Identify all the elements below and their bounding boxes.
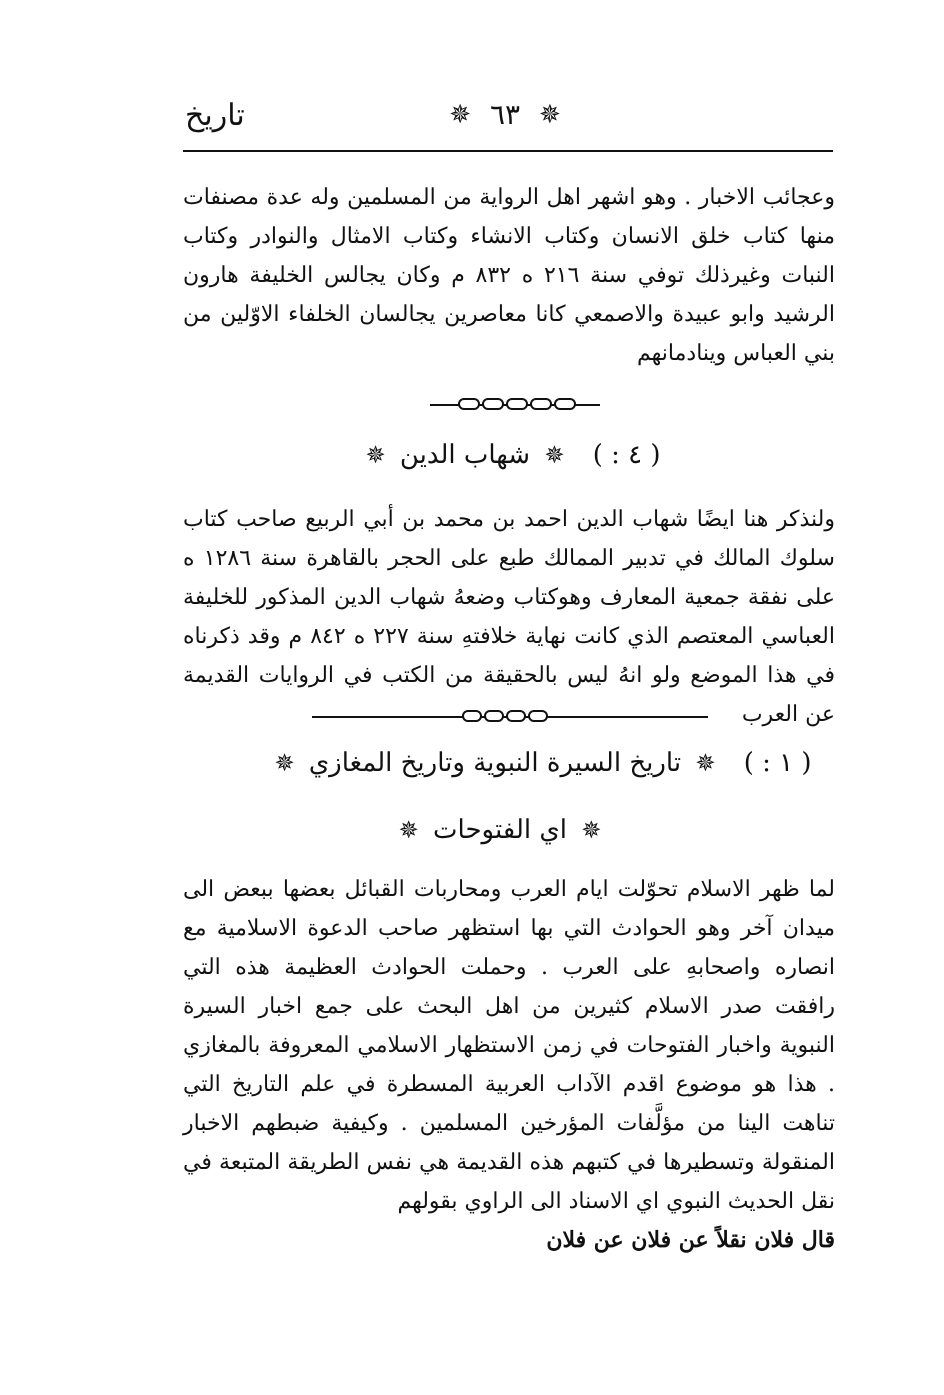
section-number: ( ٤ : )	[592, 440, 661, 470]
page-number-block	[435, 96, 575, 131]
section-title: تاريخ السيرة النبوية وتاريخ المغازي	[308, 748, 682, 778]
ornament-icon: ✵	[449, 99, 472, 130]
divider-knot	[528, 710, 548, 722]
paragraph-2: ولنذكر هنا ايضًا شهاب الدين احمد بن محمد بن أبي الربيع صاحب كتاب سلوك المالك في تدبير الممالك طبع على الحجر بالقاهرة سنة ١٢٨٦ ه على نفقة جمعية المعارف وهوكتاب وضعهُ شهاب الدين المذكور للخليفة العباسي المعتصم الذي كانت نهاية خلافتهِ سنة ٢٢٧ ه ٨٤٢ م وقد ذكرناه في هذا الموضع ولو انهُ ليس بالحقيقة من الكتب في الروايات القديمة عن العرب	[183, 507, 835, 727]
section-number: ( ١ : )	[743, 748, 812, 778]
divider-knot	[506, 398, 528, 410]
ornament-icon: ✵	[365, 441, 386, 469]
divider-knot	[506, 710, 526, 722]
paragraph-3	[183, 870, 835, 1260]
ornament-icon: ✵	[581, 816, 602, 844]
page-number: ٦٣	[489, 98, 521, 131]
section-title: شهاب الدين	[399, 440, 531, 470]
section-divider	[430, 398, 600, 412]
ornament-icon: ✵	[695, 749, 716, 777]
section-divider	[312, 710, 708, 724]
divider-knot	[458, 398, 480, 410]
divider-knot	[554, 398, 576, 410]
paragraph-3-last-line: قال فلان نقلاً عن فلان عن فلان	[546, 1227, 835, 1253]
running-head: تاريخ	[185, 98, 245, 133]
section-heading-2	[240, 748, 840, 778]
ornament-icon: ✵	[274, 749, 295, 777]
ornament-icon: ✵	[544, 441, 565, 469]
page-header	[185, 92, 830, 142]
paragraph-3-text: لما ظهر الاسلام تحوّلت ايام العرب ومحاربات القبائل بعضها ببعض الى ميدان آخر وهو الحوادث التي بها استظهر صاحب الدعوة الاسلامية مع انصاره واصحابهِ على العرب . وحملت الحوادث العظيمة هذه التي رافقت صدر الاسلام كثيرين من اهل البحث على جمع اخبار السيرة النبوية واخبار الفتوحات في زمن الاستظهار الاسلامي المعروفة بالمغازي . هذا هو موضوع اقدم الآداب العربية المسطرة في علم التاريخ التي تناهت الينا من مؤلَّفات المؤرخين المسلمين . وكيفية ضبطهم الاخبار المنقولة وتسطيرها في كتبهم هذه القديمة هي نفس الطريقة المتبعة في نقل الحديث النبوي اي الاسناد الى الراوي بقولهم	[183, 877, 835, 1214]
divider-knot	[484, 710, 504, 722]
divider-knot	[530, 398, 552, 410]
divider-knot	[462, 710, 482, 722]
ornament-icon: ✵	[538, 99, 561, 130]
paragraph-1: وعجائب الاخبار . وهو اشهر اهل الرواية من المسلمين وله عدة مصنفات منها كتاب خلق الانسان وكتاب الانشاء وكتاب الامثال والنوادر وكتاب النبات وغيرذلك توفي سنة ٢١٦ ه ٨٣٢ م وكان يجالس الخليفة هارون الرشيد وابو عبيدة والاصمعي كانا معاصرين يجالسان الخلفاء الاوّلين من بني العباس وينادمانهم	[183, 185, 835, 366]
section-subheading	[300, 815, 700, 845]
section-heading-1	[250, 440, 770, 470]
divider-knot	[482, 398, 504, 410]
section-subtitle: اي الفتوحات	[433, 815, 567, 845]
header-rule	[183, 150, 833, 152]
ornament-icon: ✵	[398, 816, 419, 844]
